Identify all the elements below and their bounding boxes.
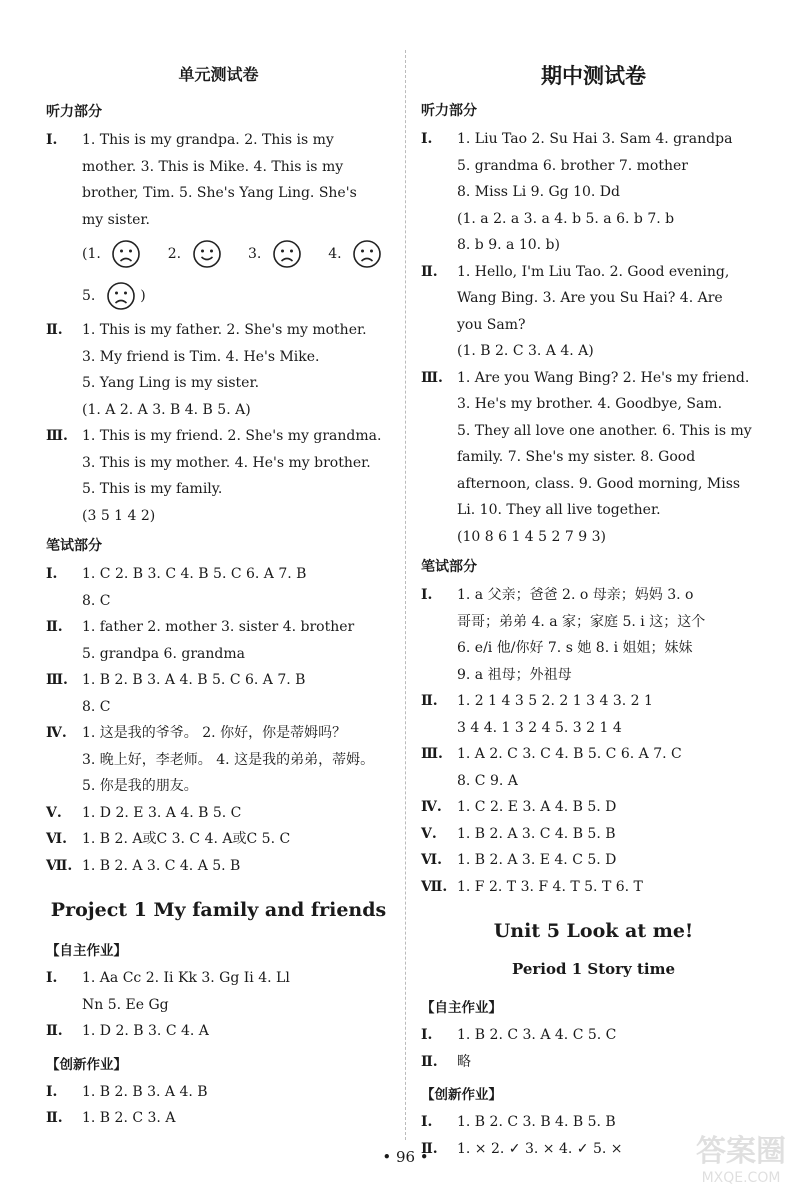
answer-line: (1. A 2. A 3. B 4. B 5. A) [82, 401, 251, 418]
unit-test-title: 单元测试卷 [178, 65, 259, 84]
watermark-logo [681, 1126, 801, 1186]
answer-line: 5. This is my family. [82, 481, 223, 497]
faces-answer-row [46, 233, 391, 317]
question-group [46, 826, 391, 853]
question-number: Ⅵ. [46, 831, 67, 847]
listening-section-label: 听力部分 [46, 104, 102, 120]
question-number: Ⅰ. [421, 131, 433, 147]
answer-line: 1. Aa Cc 2. Ii Kk 3. Gg Ii 4. Ll [82, 970, 290, 986]
question-number: Ⅱ. [421, 1053, 438, 1070]
answer-line: you Sam? [457, 316, 526, 333]
answer-line: 1. father 2. mother 3. sister 4. brother [82, 619, 355, 635]
answer-line: 5. grandma 6. brother 7. mother [457, 157, 688, 174]
face-label: 5. [82, 288, 96, 304]
answer-line: 3. My friend is Tim. 4. He's Mike. [82, 348, 320, 365]
question-group [46, 127, 391, 233]
answer-line: 1. × 2. ✓ 3. × 4. ✓ 5. × [457, 1140, 623, 1157]
face-answer-item [82, 239, 141, 269]
answer-line: 1. B 2. C 3. B 4. B 5. B [457, 1114, 616, 1130]
listening-section-label: 听力部分 [421, 103, 477, 119]
answer-line: 8. C 9. A [457, 772, 518, 789]
answer-line: 1. Are you Wang Bing? 2. He's my friend. [457, 369, 750, 386]
question-number: Ⅱ. [421, 693, 438, 709]
face-answer-item [248, 239, 302, 269]
answer-line: 略 [457, 1053, 471, 1070]
question-number: Ⅶ. [46, 857, 73, 874]
happy-face-icon [192, 239, 222, 269]
answer-line: 5. They all love one another. 6. This is my [457, 422, 752, 439]
answer-line: 1. This is my grandpa. 2. This is my [82, 132, 334, 148]
answer-line: 1. Hello, I'm Liu Tao. 2. Good evening, [457, 263, 730, 280]
question-number: Ⅱ. [46, 1023, 63, 1039]
answer-line: 5. 你是我的朋友。 [82, 778, 198, 794]
answer-line: 3. 晚上好，李老师。 4. 这是我的弟弟，蒂姆。 [82, 751, 375, 768]
question-group [421, 847, 766, 874]
question-number: Ⅰ. [421, 1114, 433, 1130]
answer-line: (1. B 2. C 3. A 4. A) [457, 343, 594, 359]
question-group [421, 582, 766, 688]
question-group [46, 1079, 391, 1106]
answer-line: Li. 10. They all live together. [457, 502, 661, 518]
face-label: (1. [82, 246, 101, 262]
answer-line: 3 4 4. 1 3 2 4 5. 3 2 1 4 [457, 719, 622, 736]
self-work-label: 【自主作业】 [421, 1000, 502, 1016]
answer-line: mother. 3. This is Mike. 4. This is my [82, 158, 344, 175]
question-group [421, 1022, 766, 1049]
answer-line: my sister. [82, 211, 150, 228]
answer-line: 3. He's my brother. 4. Goodbye, Sam. [457, 396, 723, 412]
column-divider [405, 50, 406, 1140]
question-group [46, 667, 391, 720]
question-group [421, 126, 766, 259]
answer-line: 1. B 2. C 3. A 4. C 5. C [457, 1027, 617, 1043]
answer-line: 8. Miss Li 9. Gg 10. Dd [457, 184, 620, 200]
question-group [46, 423, 391, 529]
answer-line: 1. C 2. B 3. C 4. B 5. C 6. A 7. B [82, 566, 307, 582]
question-number: Ⅰ. [421, 1027, 433, 1043]
question-group [46, 853, 391, 880]
answer-line: 1. A 2. C 3. C 4. B 5. C 6. A 7. C [457, 746, 682, 762]
answer-line: 8. C [82, 592, 111, 609]
question-number: Ⅱ. [46, 1110, 63, 1126]
question-group [46, 1018, 391, 1045]
question-number: Ⅰ. [421, 587, 433, 603]
answer-line: 1. B 2. A 3. C 4. B 5. B [457, 825, 616, 842]
question-group [46, 1105, 391, 1132]
face-answer-item [168, 239, 222, 269]
question-number: Ⅲ. [46, 428, 68, 444]
sad-face-icon [111, 239, 141, 269]
answer-line: afternoon, class. 9. Good morning, Miss [457, 475, 741, 492]
answer-line: 1. D 2. B 3. C 4. A [82, 1023, 209, 1039]
question-number: Ⅶ. [421, 878, 448, 895]
watermark-text: 答案圈 [696, 1134, 786, 1169]
sad-face-icon [106, 281, 136, 311]
question-group [46, 720, 391, 800]
question-number: Ⅳ. [46, 725, 67, 741]
question-group [421, 365, 766, 551]
answer-line: 1. B 2. B 3. A 4. B 5. C 6. A 7. B [82, 672, 306, 688]
answer-line: 9. a 祖母；外祖母 [457, 666, 572, 683]
answer-line: 6. e/i 他/你好 7. s 她 8. i 姐姐；妹妹 [457, 640, 693, 656]
written-section-label: 笔试部分 [46, 538, 102, 554]
question-group [46, 317, 391, 423]
face-close-paren: ) [140, 288, 146, 304]
answer-line: 1. B 2. A 3. C 4. A 5. B [82, 857, 241, 874]
answer-line: 1. C 2. E 3. A 4. B 5. D [457, 799, 617, 815]
question-number: Ⅳ. [421, 799, 442, 815]
answer-line: 哥哥；弟弟 4. a 家；家庭 5. i 这；这个 [457, 613, 706, 630]
answer-line: 1. B 2. B 3. A 4. B [82, 1083, 208, 1100]
question-group [421, 741, 766, 794]
face-label: 4. [328, 246, 342, 262]
answer-line: brother, Tim. 5. She's Yang Ling. She's [82, 185, 357, 201]
question-number: Ⅰ. [46, 132, 58, 148]
period-title: Period 1 Story time [511, 960, 676, 978]
question-group [46, 800, 391, 827]
unit-title: Unit 5 Look at me! [493, 920, 694, 942]
answer-line: 5. Yang Ling is my sister. [82, 375, 260, 391]
answer-line: 1. D 2. E 3. A 4. B 5. C [82, 804, 242, 821]
project-title: Project 1 My family and friends [50, 899, 387, 921]
face-label: 3. [248, 246, 262, 262]
question-number: Ⅱ. [46, 619, 63, 635]
answer-line: 1. B 2. C 3. A [82, 1110, 176, 1126]
answer-line: 3. This is my mother. 4. He's my brother. [82, 454, 371, 471]
face-answer-item [328, 239, 382, 269]
answer-line: 8. b 9. a 10. b) [457, 237, 560, 253]
face-label: 2. [167, 246, 182, 262]
question-number: Ⅰ. [46, 1083, 58, 1100]
answer-line: 1. B 2. A或C 3. C 4. A或C 5. C [82, 831, 291, 847]
answer-line: 5. grandpa 6. grandma [82, 645, 245, 662]
face-answer-item [82, 281, 146, 311]
sad-face-icon [272, 239, 302, 269]
question-number: Ⅲ. [46, 672, 68, 688]
question-number: Ⅲ. [421, 746, 443, 762]
question-group [46, 614, 391, 667]
answer-line: 1. F 2. T 3. F 4. T 5. T 6. T [457, 878, 643, 895]
question-number: Ⅴ. [421, 825, 437, 842]
answer-line: family. 7. She's my sister. 8. Good [457, 449, 696, 465]
question-number: Ⅰ. [46, 970, 58, 986]
question-number: Ⅰ. [46, 566, 58, 582]
question-group [46, 561, 391, 614]
answer-line: 1. B 2. A 3. E 4. C 5. D [457, 852, 617, 868]
question-group [421, 259, 766, 365]
answer-line: 1. This is my friend. 2. She's my grandma. [82, 428, 382, 444]
question-group [421, 1049, 766, 1076]
question-number: Ⅴ. [46, 804, 62, 821]
answer-line: (10 8 6 1 4 5 2 7 9 3) [457, 528, 606, 545]
sad-face-icon [352, 239, 382, 269]
watermark-url: MXQE.COM [701, 1170, 781, 1186]
answer-line: 1. 2 1 4 3 5 2. 2 1 3 4 3. 2 1 [457, 693, 653, 709]
midterm-test-title: 期中测试卷 [541, 63, 646, 88]
answer-line: 1. Liu Tao 2. Su Hai 3. Sam 4. grandpa [457, 131, 733, 147]
answer-line: 1. 这是我的爷爷。 2. 你好，你是蒂姆吗？ [82, 725, 347, 741]
question-group [421, 874, 766, 901]
answer-line: Wang Bing. 3. Are you Su Hai? 4. Are [457, 290, 723, 306]
question-group [421, 794, 766, 821]
question-number: Ⅵ. [421, 852, 442, 868]
question-number: Ⅲ. [421, 369, 443, 386]
answer-line: 1. This is my father. 2. She's my mother. [82, 322, 367, 338]
question-group [421, 688, 766, 741]
answer-line: (3 5 1 4 2) [82, 507, 156, 524]
answer-line: 1. a 父亲；爸爸 2. o 母亲；妈妈 3. o [457, 587, 694, 603]
creative-work-label: 【创新作业】 [46, 1056, 127, 1073]
creative-work-label: 【创新作业】 [421, 1087, 502, 1103]
question-number: Ⅱ. [46, 322, 63, 338]
answer-line: Nn 5. Ee Gg [82, 996, 169, 1013]
question-number: Ⅱ. [421, 263, 438, 280]
self-work-label: 【自主作业】 [46, 943, 127, 959]
answer-line: 8. C [82, 698, 111, 715]
question-group [46, 965, 391, 1018]
right-column [421, 56, 766, 1162]
written-section-label: 笔试部分 [421, 559, 477, 575]
question-number: Ⅱ. [421, 1140, 438, 1157]
page-number: • 96 • [382, 1148, 429, 1166]
left-column [46, 56, 391, 1132]
question-group [421, 821, 766, 848]
answer-line: (1. a 2. a 3. a 4. b 5. a 6. b 7. b [457, 210, 675, 227]
